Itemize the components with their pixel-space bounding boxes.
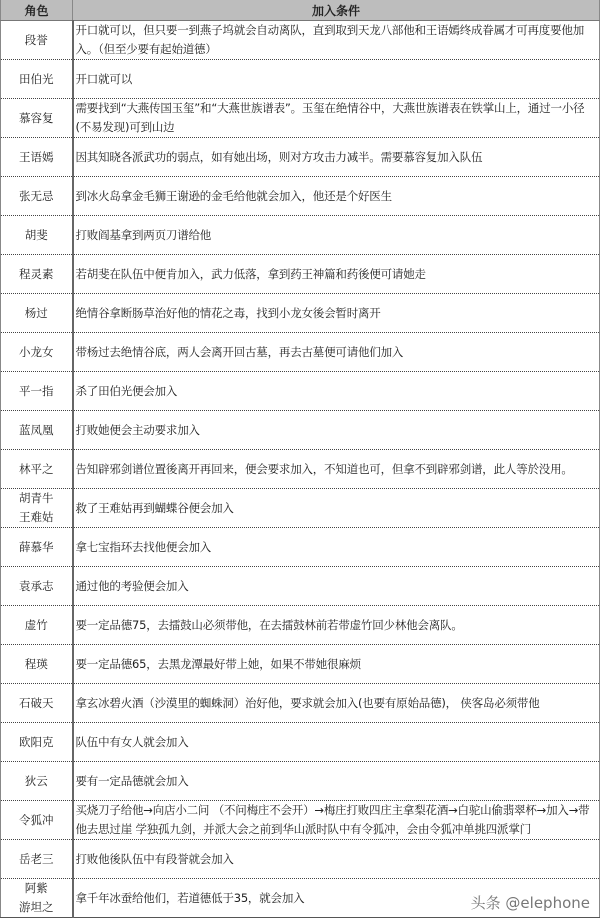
table-row — [1, 684, 600, 723]
character-name: 虚竹 — [1, 606, 73, 645]
watermark: 头条 @elephone — [470, 894, 590, 912]
join-condition: 开口就可以 — [73, 60, 600, 99]
join-condition: 若胡斐在队伍中便肯加入，武力低落，拿到药王神篇和药後便可请她走 — [73, 255, 600, 294]
join-condition: 打败他後队伍中有段誉就会加入 — [73, 840, 600, 879]
character-name: 胡青牛 王难姑 — [1, 489, 73, 528]
character-name: 令狐冲 — [1, 801, 73, 840]
character-name: 石破天 — [1, 684, 73, 723]
table-row — [1, 840, 600, 879]
join-condition: 拿千年冰蚕给他们，若道德低于35，就会加入 — [75, 890, 305, 905]
header-character: 角色 — [1, 0, 73, 21]
character-name: 段誉 — [1, 21, 73, 60]
character-name: 小龙女 — [1, 333, 73, 372]
table-row — [1, 723, 600, 762]
join-condition: 要一定品德75，去擂鼓山必须带他，在去擂鼓林前若带虚竹回少林他会离队。 — [73, 606, 600, 645]
character-name: 袁承志 — [1, 567, 73, 606]
character-name: 慕容复 — [1, 99, 73, 138]
table-row — [1, 216, 600, 255]
join-condition: 因其知晓各派武功的弱点，如有她出场，则对方攻击力减半。需要慕容复加入队伍 — [73, 138, 600, 177]
character-name: 程瑛 — [1, 645, 73, 684]
join-condition: 通过他的考验便会加入 — [73, 567, 600, 606]
table-row — [1, 255, 600, 294]
join-condition: 拿玄冰碧火酒（沙漠里的蜘蛛洞）治好他，要求就会加入(也要有原始品德)， 侠客岛必须带他 — [73, 684, 600, 723]
character-name: 平一指 — [1, 372, 73, 411]
character-name: 欧阳克 — [1, 723, 73, 762]
header-row — [1, 0, 600, 21]
join-condition: 队伍中有女人就会加入 — [73, 723, 600, 762]
join-condition: 绝情谷拿断肠草治好他的情花之毒，找到小龙女後会暂时离开 — [73, 294, 600, 333]
join-condition: 买烧刀子给他→向店小二问 （不问梅庄不会开）→梅庄打败四庄主拿梨花酒→白驼山偷翡翠杯→加入→带他去思过崖 学独孤九剑，并派大会之前到华山派时队中有令狐冲，会由令狐冲单挑四派掌门 — [73, 801, 600, 840]
table-row — [1, 606, 600, 645]
character-name: 胡斐 — [1, 216, 73, 255]
join-condition: 开口就可以，但只要一到燕子坞就会自动离队，直到取到天龙八部他和王语嫣终成眷属才可再度要他加入。（但至少要有起始道德） — [73, 21, 600, 60]
table-row — [1, 177, 600, 216]
header-condition: 加入条件 — [73, 0, 600, 21]
table-row — [1, 567, 600, 606]
character-name: 岳老三 — [1, 840, 73, 879]
character-name: 阿紫 游坦之 — [1, 879, 73, 918]
character-name: 林平之 — [1, 450, 73, 489]
join-condition: 打败她便会主动要求加入 — [73, 411, 600, 450]
table-row — [1, 333, 600, 372]
character-name: 杨过 — [1, 294, 73, 333]
character-name: 张无忌 — [1, 177, 73, 216]
join-condition: 杀了田伯光便会加入 — [73, 372, 600, 411]
table-row — [1, 138, 600, 177]
table-row — [1, 60, 600, 99]
join-condition: 救了王难姑再到蝴蝶谷便会加入 — [73, 489, 600, 528]
character-name: 田伯光 — [1, 60, 73, 99]
join-condition: 要有一定品德就会加入 — [73, 762, 600, 801]
character-name: 王语嫣 — [1, 138, 73, 177]
join-condition: 带杨过去绝情谷底，两人会离开回古墓，再去古墓便可请他们加入 — [73, 333, 600, 372]
table-row — [1, 450, 600, 489]
table-row — [1, 801, 600, 840]
character-name: 狄云 — [1, 762, 73, 801]
join-condition: 要一定品德65，去黑龙潭最好带上她，如果不带她很麻烦 — [73, 645, 600, 684]
join-condition: 需要找到“大燕传国玉玺”和“大燕世族谱表”。玉玺在绝情谷中，大燕世族谱表在铁掌山上，通过一小径(不易发现)可到山边 — [73, 99, 600, 138]
join-condition: 到冰火岛拿金毛狮王谢逊的金毛给他就会加入，他还是个好医生 — [73, 177, 600, 216]
join-condition: 打败阎基拿到两页刀谱给他 — [73, 216, 600, 255]
table-row — [1, 528, 600, 567]
character-name: 薛慕华 — [1, 528, 73, 567]
table-row — [1, 489, 600, 528]
table-row — [1, 294, 600, 333]
table-row — [1, 411, 600, 450]
join-condition: 告知辟邪剑谱位置後离开再回来，便会要求加入，不知道也可，但拿不到辟邪剑谱，此人等於没用。 — [73, 450, 600, 489]
table-row — [1, 762, 600, 801]
table-row — [1, 21, 600, 60]
character-name: 蓝凤凰 — [1, 411, 73, 450]
table-row — [1, 645, 600, 684]
table-row — [1, 372, 600, 411]
table-row — [1, 99, 600, 138]
character-name: 程灵素 — [1, 255, 73, 294]
join-condition: 拿七宝指环去找他便会加入 — [73, 528, 600, 567]
